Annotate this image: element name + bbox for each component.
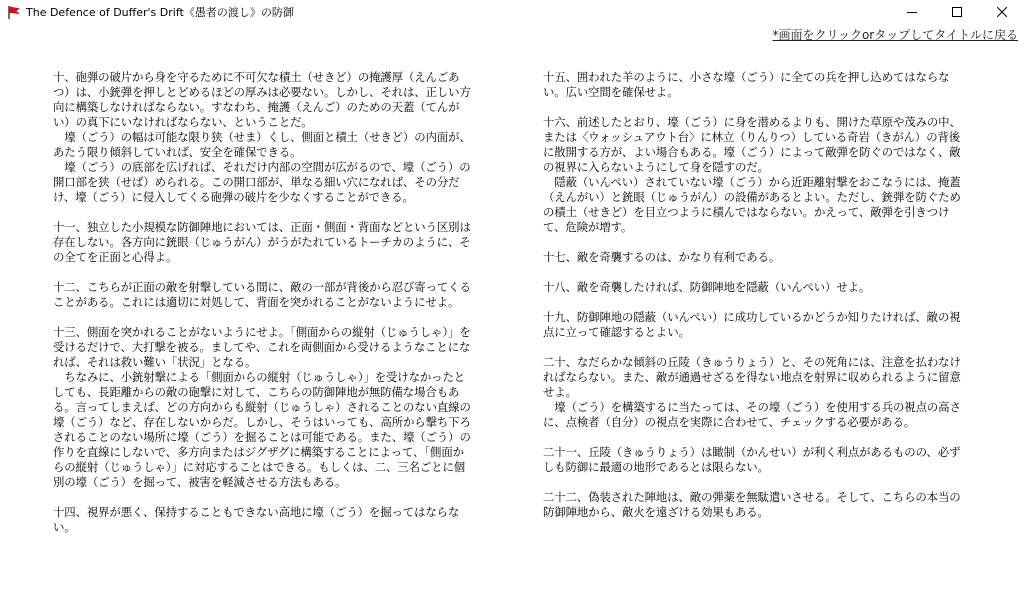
section-18 (543, 280, 961, 295)
paragraph: 壕（ごう）を構築するに当たっては、その壕（ごう）を使用する兵の視点の高さに、点検者（自分）の視点を実際に合わせて、チェックする必要がある。 (543, 400, 961, 429)
paragraph: 二十一、丘陵（きゅうりょう）は瞰制（かんせい）が利く利点があるものの、必ずしも防御に最適の地形であるとは限らない。 (543, 445, 961, 474)
section-16 (543, 115, 961, 235)
minimize-icon (907, 7, 917, 17)
paragraph: 十四、視界が悪く、保持することもできない高地に壕（ごう）を掘ってはならない。 (53, 505, 460, 534)
paragraph: 十八、敵を奇襲したければ、防御陣地を隠蔽（いんぺい）せよ。 (543, 280, 871, 294)
section-15 (543, 70, 961, 100)
window-controls (889, 0, 1024, 24)
section-13 (53, 325, 471, 490)
section-19 (543, 310, 961, 340)
paragraph: 二十二、偽装された陣地は、敵の弾薬を無駄遣いさせる。そして、こちらの本当の防御陣地から、敵火を遠ざける効果もある。 (543, 490, 961, 519)
paragraph: 十二、こちらが正面の敵を射撃している間に、敵の一部が背後から忍び寄ってくることがある。これには適切に対処して、背面を突かれることがないようにせよ。 (53, 280, 471, 309)
section-21 (543, 445, 961, 475)
paragraph: 十七、敵を奇襲するのは、かなり有利である。 (543, 250, 781, 264)
close-icon (997, 7, 1007, 17)
paragraph: ちなみに、小銃射撃による「側面からの縦射（じゅうしゃ）」を受けなかったとしても、長距離からの敵の砲撃に対して、こちらの防御陣地が無防備な場合もある。言ってしまえば、どの方向からも縦射（じゅうしゃ）されることのない直線の壕（ごう）など、存在しないからだ。しかし、そうはいっても、高所から撃ち下ろされることのない場所に壕（ごう）を掘ることは可能である。また、壕（ごう）の作りを直線にしないで、多方向またはジグザグに構築することによって、「側面からの縦射（じゅうしゃ）」に対応することはできる。もしくは、二、三名ごとに個別の壕（ごう）を掘って、被害を軽減させる方法もある。 (53, 370, 471, 489)
section-17 (543, 250, 961, 265)
minimize-button[interactable] (889, 0, 934, 24)
paragraph: 十六、前述したとおり、壕（ごう）に身を潜めるよりも、開けた草原や茂みの中、または〈ウォッシュアウト台〉に林立（りんりつ）している奇岩（きがん）の背後に散開する方が、よい場合もある。壕（ごう）によって敵弾を防ぐのではなく、敵の視界に入らないようにして身を隠すのだ。 (543, 115, 961, 174)
paragraph: 隠蔽（いんぺい）されていない壕（ごう）から近距離射撃をおこなうには、掩蓋（えんがい）と銃眼（じゅうがん）の設備があるとよい。ただし、銃弾を防ぐための積土（せきど）を目立つように積んではならない。かえって、敵弾を引きつけて、危険が増す。 (543, 175, 961, 234)
paragraph: 十九、防御陣地の隠蔽（いんぺい）に成功しているかどうか知りたければ、敵の視点に立って確認するとよい。 (543, 310, 961, 339)
red-flag-icon (6, 4, 22, 20)
section-14 (53, 505, 471, 535)
paragraph: 二十、なだらかな傾斜の丘陵（きゅうりょう）と、その死角には、注意を払わなければならない。また、敵が通過せざるを得ない地点を射界に収められるように留意せよ。 (543, 355, 961, 399)
section-20 (543, 355, 961, 430)
maximize-button[interactable] (934, 0, 979, 24)
close-button[interactable] (979, 0, 1024, 24)
left-text-column (53, 70, 471, 550)
paragraph: 十、砲弾の破片から身を守るために不可欠な積土（せきど）の掩護厚（えんごあつ）は、小銃弾を押しとどめるほどの厚みは必要ない。しかし、それは、正しい方向に構築しなければならない。すなわち、掩護（えんご）のための天蓋（てんがい）の真下にいなければならない、ということだ。 (53, 70, 471, 129)
maximize-icon (952, 7, 962, 17)
paragraph: 壕（ごう）の幅は可能な限り狭（せま）くし、側面と積土（せきど）の内面が、あたう限り傾斜していれば、安全を確保できる。 (53, 130, 471, 159)
section-11 (53, 220, 471, 265)
paragraph: 十一、独立した小規模な防御陣地においては、正面・側面・背面などという区別は存在しない。各方向に銃眼（じゅうがん）がうがたれているトーチカのように、その全てを正面と心得よ。 (53, 220, 471, 264)
back-to-title-link[interactable]: *画面をクリックorタップしてタイトルに戻る (772, 28, 1018, 42)
paragraph: 壕（ごう）の底部を広げれば、それだけ内部の空間が広がるので、壕（ごう）の開口部を狭（せば）められる。この開口部が、単なる細い穴になれば、その分だけ、壕（ごう）に侵入してくる砲弾の破片を少なくすることができる。 (53, 160, 471, 204)
paragraph: 十五、囲われた羊のように、小さな壕（ごう）に全ての兵を押し込めてはならない。広い空間を確保せよ。 (543, 70, 950, 99)
section-22 (543, 490, 961, 520)
title-bar[interactable] (0, 0, 1024, 24)
section-12 (53, 280, 471, 310)
window-title: The Defence of Duffer's Drift《愚者の渡し》の防御 (26, 6, 294, 19)
section-10 (53, 70, 471, 205)
right-text-column (543, 70, 961, 535)
paragraph: 十三、側面を突かれることがないようにせよ。「側面からの縦射（じゅうしゃ）」を受けるだけで、大打撃を被る。ましてや、これを両側面から受けるようなことになれば、それは救い難い「状況」となる。 (53, 325, 471, 369)
